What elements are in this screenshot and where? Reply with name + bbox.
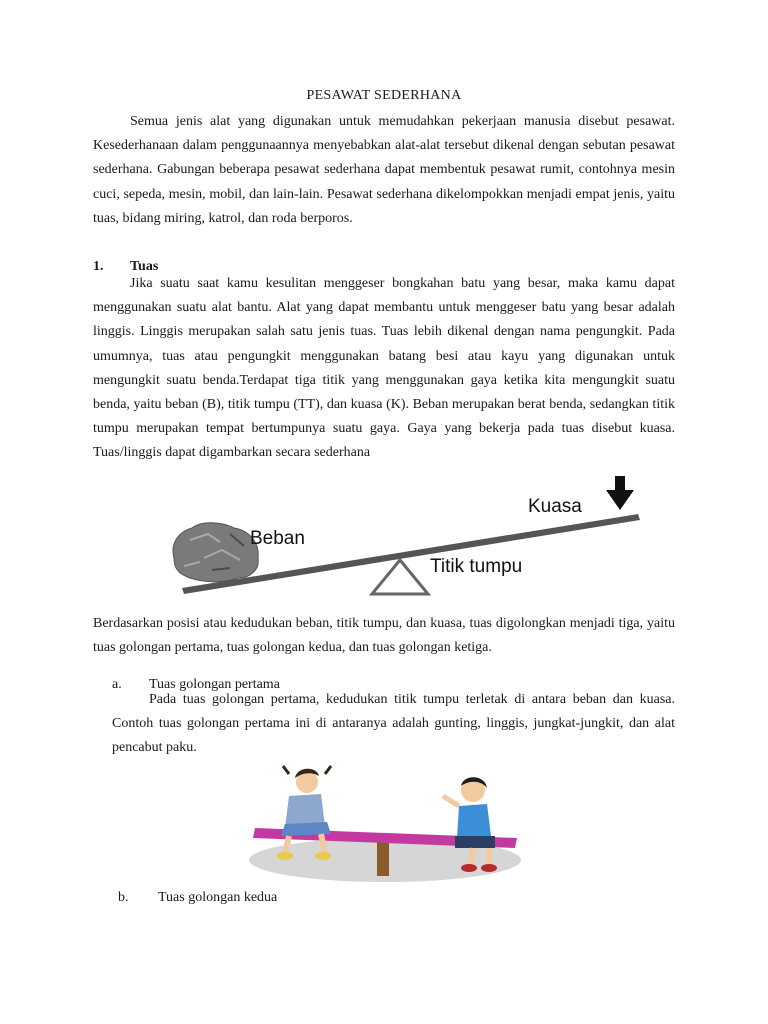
rock-load-icon	[173, 523, 258, 582]
label-kuasa: Kuasa	[528, 496, 582, 517]
label-titik-tumpu: Titik tumpu	[430, 556, 523, 577]
section-number: 1.	[93, 259, 104, 274]
subheading-title: Tuas golongan pertama	[149, 677, 280, 692]
tuas-paragraph: Jika suatu saat kamu kesulitan menggeser bongkahan batu yang besar, maka kamu dapat menggunakan suatu alat bantu. Alat yang dapat membantu untuk menggeser batu yang besar adalah linggis. Linggis merupakan salah satu jenis tuas. Tuas lebih dikenal dengan nama pengungkit. Pada umumnya, tuas atau pengungkit menggunakan batang besi atau kayu yang digunakan untuk mengungkit suatu benda.Terdapat tiga titik yang menggunakan gaya ketika kita mengungkit suatu benda, yaitu beban (B), titik tumpu (TT), dan kuasa (K). Beban merupakan berat benda, sedangkan titik tumpu merupakan tempat bertumpunya suatu gaya. Gaya yang bekerja pada tuas disebut kuasa. Tuas/linggis dapat digambarkan secara sederhana	[93, 276, 675, 461]
force-arrow-icon	[606, 476, 634, 510]
subheading-b	[118, 890, 418, 908]
lever-diagram	[160, 470, 650, 600]
subheading-letter: b.	[118, 890, 129, 905]
seesaw-illustration	[245, 760, 525, 885]
label-beban: Beban	[250, 528, 305, 549]
classification-paragraph: Berdasarkan posisi atau kedudukan beban, titik tumpu, dan kuasa, tuas digolongkan menjadi tiga, yaitu tuas golongan pertama, tuas golongan kedua, dan tuas golongan ketiga.	[93, 616, 675, 656]
intro-paragraph: Semua jenis alat yang digunakan untuk memudahkan pekerjaan manusia disebut pesawat. Kesederhanaan dalam penggunaannya menyebabkan alat-alat tersebut dikenal dengan sebutan pesawat sederhana. Gabungan beberapa pesawat sederhana dapat membentuk pesawat rumit, contohnya mesin cuci, sepeda, mesin, mobil, dan lain-lain. Pesawat sederhana dikelompokkan menjadi empat jenis, yaitu tuas, bidang miring, katrol, dan roda berporos.	[93, 114, 675, 226]
sub-a-paragraph: Pada tuas golongan pertama, kedudukan titik tumpu terletak di antara beban dan kuasa. Contoh tuas golongan pertama ini di antaranya adalah gunting, linggis, jungkat-jungkit, dan alat pencabut paku.	[112, 692, 675, 756]
section-title: Tuas	[130, 259, 159, 274]
subheading-letter: a.	[112, 677, 122, 692]
fulcrum-triangle	[372, 560, 428, 594]
subheading-title: Tuas golongan kedua	[158, 890, 278, 905]
seesaw-post	[377, 838, 389, 876]
page-title: PESAWAT SEDERHANA	[306, 88, 462, 103]
